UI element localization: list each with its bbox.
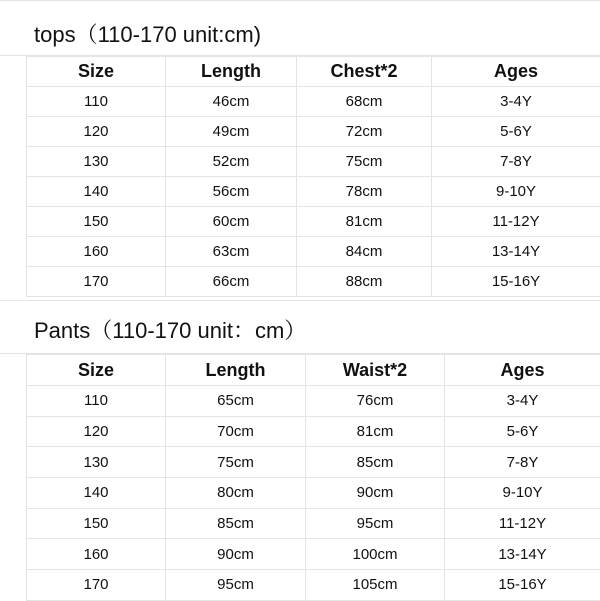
size-cell: 140 xyxy=(27,478,166,509)
ages-cell: 13-14Y xyxy=(445,539,600,570)
ages-cell: 11-12Y xyxy=(445,508,600,539)
length-cell: 63cm xyxy=(166,237,297,267)
tops-size-table xyxy=(26,56,600,297)
ages-cell: 5-6Y xyxy=(432,117,600,147)
size-cell: 170 xyxy=(27,267,166,297)
length-cell: 52cm xyxy=(166,147,297,177)
length-cell: 49cm xyxy=(166,117,297,147)
chest-cell: 78cm xyxy=(297,177,432,207)
size-cell: 170 xyxy=(27,570,166,601)
waist-cell: 76cm xyxy=(306,386,445,417)
tops-header-size: Size xyxy=(27,57,166,87)
tops-header-chest: Chest*2 xyxy=(297,57,432,87)
tops-header-ages: Ages xyxy=(432,57,600,87)
pants-header-row xyxy=(27,355,600,386)
table-row xyxy=(27,237,600,267)
waist-cell: 95cm xyxy=(306,508,445,539)
chest-cell: 68cm xyxy=(297,87,432,117)
chest-cell: 81cm xyxy=(297,207,432,237)
size-cell: 130 xyxy=(27,447,166,478)
table-row xyxy=(27,87,600,117)
size-cell: 110 xyxy=(27,87,166,117)
ages-cell: 3-4Y xyxy=(432,87,600,117)
pants-title: Pants（110-170 unit：cm） xyxy=(34,314,306,345)
size-cell: 120 xyxy=(27,117,166,147)
size-cell: 110 xyxy=(27,386,166,417)
size-cell: 120 xyxy=(27,416,166,447)
waist-cell: 100cm xyxy=(306,539,445,570)
pants-header-length: Length xyxy=(166,355,306,386)
ages-cell: 11-12Y xyxy=(432,207,600,237)
size-cell: 130 xyxy=(27,147,166,177)
tops-title: tops（110-170 unit:cm) xyxy=(34,18,261,49)
length-cell: 75cm xyxy=(166,447,306,478)
tops-header-row xyxy=(27,57,600,87)
ages-cell: 5-6Y xyxy=(445,416,600,447)
waist-cell: 81cm xyxy=(306,416,445,447)
ages-cell: 7-8Y xyxy=(432,147,600,177)
table-row xyxy=(27,447,600,478)
size-cell: 150 xyxy=(27,207,166,237)
ages-cell: 15-16Y xyxy=(432,267,600,297)
length-cell: 46cm xyxy=(166,87,297,117)
pants-title-row xyxy=(0,300,600,354)
table-row xyxy=(27,177,600,207)
pants-header-waist: Waist*2 xyxy=(306,355,445,386)
chest-cell: 72cm xyxy=(297,117,432,147)
table-row xyxy=(27,416,600,447)
waist-cell: 90cm xyxy=(306,478,445,509)
table-row xyxy=(27,267,600,297)
length-cell: 70cm xyxy=(166,416,306,447)
tops-section xyxy=(0,0,600,297)
length-cell: 80cm xyxy=(166,478,306,509)
size-cell: 140 xyxy=(27,177,166,207)
pants-size-table xyxy=(26,354,600,601)
table-row xyxy=(27,539,600,570)
table-row xyxy=(27,478,600,509)
chest-cell: 88cm xyxy=(297,267,432,297)
ages-cell: 13-14Y xyxy=(432,237,600,267)
size-cell: 160 xyxy=(27,539,166,570)
table-row xyxy=(27,207,600,237)
length-cell: 66cm xyxy=(166,267,297,297)
pants-header-size: Size xyxy=(27,355,166,386)
ages-cell: 3-4Y xyxy=(445,386,600,417)
ages-cell: 7-8Y xyxy=(445,447,600,478)
length-cell: 85cm xyxy=(166,508,306,539)
size-cell: 160 xyxy=(27,237,166,267)
table-row xyxy=(27,147,600,177)
table-row xyxy=(27,117,600,147)
length-cell: 95cm xyxy=(166,570,306,601)
ages-cell: 15-16Y xyxy=(445,570,600,601)
chest-cell: 75cm xyxy=(297,147,432,177)
tops-header-length: Length xyxy=(166,57,297,87)
waist-cell: 105cm xyxy=(306,570,445,601)
pants-section xyxy=(0,300,600,601)
waist-cell: 85cm xyxy=(306,447,445,478)
length-cell: 56cm xyxy=(166,177,297,207)
length-cell: 90cm xyxy=(166,539,306,570)
size-cell: 150 xyxy=(27,508,166,539)
table-row xyxy=(27,508,600,539)
chest-cell: 84cm xyxy=(297,237,432,267)
ages-cell: 9-10Y xyxy=(432,177,600,207)
ages-cell: 9-10Y xyxy=(445,478,600,509)
length-cell: 60cm xyxy=(166,207,297,237)
length-cell: 65cm xyxy=(166,386,306,417)
pants-header-ages: Ages xyxy=(445,355,600,386)
table-row xyxy=(27,570,600,601)
table-row xyxy=(27,386,600,417)
tops-title-row xyxy=(0,0,600,56)
